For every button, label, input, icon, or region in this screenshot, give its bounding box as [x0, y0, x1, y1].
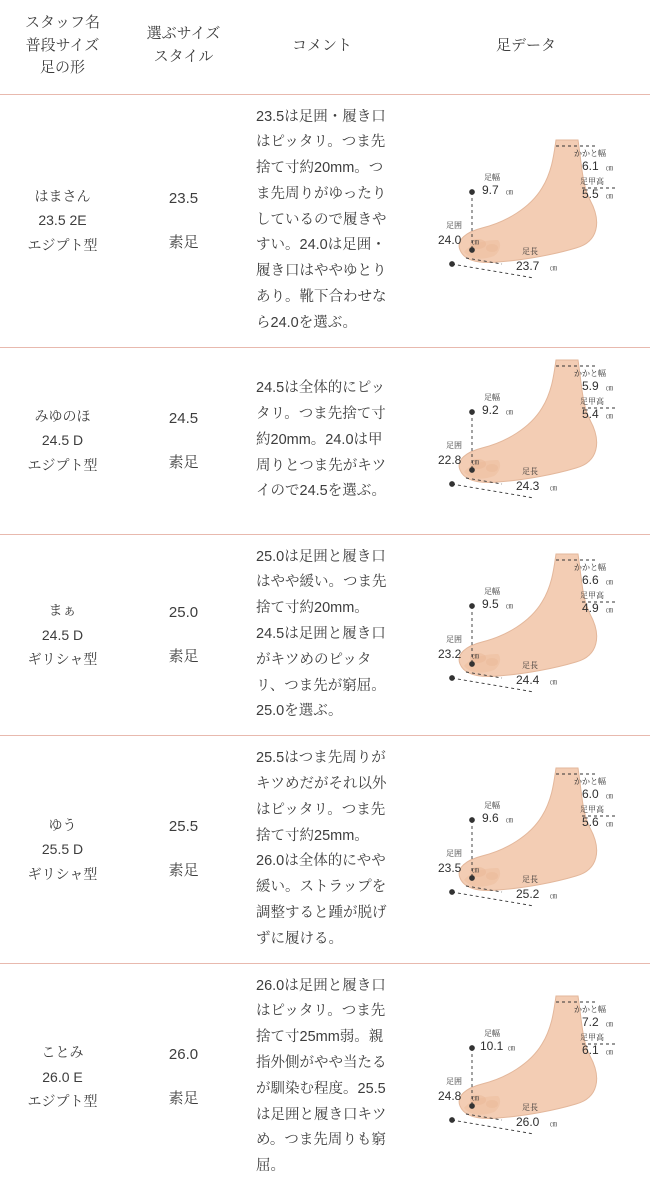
foot-diagram-svg: [406, 760, 646, 938]
staff-cell: [0, 94, 125, 347]
header-size-line-2: スタイル: [153, 47, 214, 65]
wearing-style: 素足: [168, 1089, 199, 1107]
staff-name: みゆのほ: [34, 407, 91, 424]
length-label: 足長: [522, 466, 538, 476]
width-label: 足幅: [484, 586, 500, 596]
foot-illustration: [459, 768, 597, 891]
staff-name: まぁ: [48, 602, 77, 619]
chosen-size: 25.5: [168, 818, 199, 836]
staff-cell: [0, 736, 125, 963]
foot-diagram: [406, 352, 646, 530]
width-value: 9.6: [482, 811, 499, 826]
length-label: 足長: [522, 1102, 538, 1112]
header-comment: [242, 0, 402, 94]
table-row: [0, 534, 650, 736]
instep-label: 足甲高: [580, 805, 604, 815]
header-staff-line-3: 足の形: [39, 59, 85, 76]
comment-cell: 25.0は足囲と履き口はやや緩い。つま先捨て寸約20mm。24.5は足囲と履き口がキツめのピッタリ、つま先が窮屈。25.0を選ぶ。: [242, 534, 402, 736]
heel-unit: ㎝: [606, 1020, 613, 1028]
footdata-cell: [402, 963, 650, 1190]
foot-illustration: [459, 360, 597, 483]
girth-value: 24.8: [438, 1088, 462, 1103]
foot-diagram-svg: [406, 546, 646, 724]
girth-value: 23.5: [438, 861, 462, 876]
heel-label: かかと幅: [574, 777, 606, 787]
staff-name: ゆう: [48, 816, 77, 833]
length-value: 24.3: [516, 478, 540, 493]
length-unit: ㎝: [550, 484, 557, 492]
heel-unit: ㎝: [606, 793, 613, 801]
wearing-style: 素足: [168, 233, 199, 251]
wearing-style: 素足: [168, 647, 199, 665]
table-row: [0, 736, 650, 963]
wearing-style: 素足: [168, 862, 199, 880]
width-value: 9.2: [482, 402, 499, 417]
girth-unit: ㎝: [472, 652, 479, 660]
chosen-size: 25.0: [168, 603, 199, 621]
header-footdata: [402, 0, 650, 94]
heel-unit: ㎝: [606, 578, 613, 586]
size-cell: [125, 736, 242, 963]
instep-label: 足甲高: [580, 396, 604, 406]
instep-unit: ㎝: [606, 821, 613, 829]
staff-name: ことみ: [41, 1044, 84, 1061]
comment-cell: 26.0は足囲と履き口はピッタリ。つま先捨て寸25mm弱。親指外側がやや当たるが馴染む程度。25.5は足囲と履き口キツめ。つま先周りも窮屈。: [256, 977, 387, 1175]
width-label: 足幅: [484, 1028, 500, 1038]
table-row: [0, 347, 650, 534]
footdata-cell: [402, 94, 650, 347]
heel-label: かかと幅: [574, 1004, 606, 1014]
header-staff-line-1: スタッフ名: [24, 14, 100, 31]
foot-diagram: [406, 988, 646, 1166]
width-unit: ㎝: [506, 817, 513, 825]
instep-value: 4.9: [582, 600, 599, 615]
staff-foot-shape: エジプト型: [27, 236, 98, 253]
size-cell: [125, 963, 242, 1190]
width-label: 足幅: [484, 392, 500, 402]
foot-diagram: [406, 132, 646, 310]
footdata-cell: [402, 736, 650, 963]
foot-illustration: [459, 996, 597, 1119]
table-row: [0, 963, 650, 1190]
heel-value: 6.1: [582, 158, 599, 173]
heel-label: かかと幅: [574, 148, 606, 158]
staff-cell: [0, 347, 125, 534]
chosen-size: 24.5: [168, 409, 199, 427]
instep-label: 足甲高: [580, 590, 604, 600]
staff-usual-size: 26.0 E: [42, 1068, 83, 1085]
length-value: 26.0: [516, 1114, 540, 1129]
instep-unit: ㎝: [606, 606, 613, 614]
width-unit: ㎝: [506, 188, 513, 196]
staff-foot-shape: エジプト型: [27, 456, 98, 473]
table-body: [0, 94, 650, 1190]
staff-cell: [0, 534, 125, 736]
staff-usual-size: 23.5 2E: [38, 212, 87, 229]
staff-cell: [0, 963, 125, 1190]
width-value: 9.5: [482, 596, 499, 611]
width-label: 足幅: [484, 801, 500, 811]
heel-unit: ㎝: [606, 384, 613, 392]
heel-value: 6.0: [582, 787, 599, 802]
girth-label: 足囲: [446, 220, 462, 230]
header-size: [125, 0, 242, 94]
length-value: 25.2: [516, 887, 540, 902]
girth-label: 足囲: [446, 1076, 462, 1086]
girth-value: 24.0: [438, 232, 462, 247]
length-value: 23.7: [516, 258, 540, 273]
width-unit: ㎝: [506, 602, 513, 610]
size-cell: [125, 534, 242, 736]
size-cell: [125, 94, 242, 347]
instep-value: 5.6: [582, 815, 599, 830]
heel-value: 6.6: [582, 572, 599, 587]
width-unit: ㎝: [506, 408, 513, 416]
comment-cell: 25.5はつま先周りがキツめだがそれ以外はピッタリ。つま先捨て寸約25mm。26.0は全体的にやや緩い。ストラップを調整すると踵が脱げずに履ける。: [242, 736, 402, 963]
girth-value: 23.2: [438, 646, 462, 661]
staff-usual-size: 25.5 D: [41, 841, 84, 858]
heel-label: かかと幅: [574, 368, 606, 378]
heel-value: 7.2: [582, 1014, 599, 1029]
girth-label: 足囲: [446, 440, 462, 450]
table-header: [0, 0, 650, 94]
staff-foot-shape: エジプト型: [27, 1093, 98, 1110]
girth-label: 足囲: [446, 634, 462, 644]
staff-foot-shape: ギリシャ型: [27, 865, 98, 882]
girth-label: 足囲: [446, 849, 462, 859]
length-label: 足長: [522, 660, 538, 670]
instep-value: 5.4: [582, 406, 599, 421]
length-value: 24.4: [516, 672, 540, 687]
footdata-cell: [402, 534, 650, 736]
chosen-size: 23.5: [168, 189, 199, 207]
foot-diagram: [406, 760, 646, 938]
heel-label: かかと幅: [574, 562, 606, 572]
staff-usual-size: 24.5 D: [41, 432, 84, 449]
instep-unit: ㎝: [606, 1048, 613, 1056]
header-comment-line-1: コメント: [291, 36, 352, 54]
girth-value: 22.8: [438, 452, 462, 467]
girth-unit: ㎝: [472, 1094, 479, 1102]
staff-foot-shape: ギリシャ型: [27, 651, 98, 668]
foot-illustration: [459, 554, 597, 677]
wearing-style: 素足: [168, 453, 199, 471]
header-size-line-1: 選ぶサイズ: [146, 25, 221, 43]
length-unit: ㎝: [550, 893, 557, 901]
foot-diagram-svg: [406, 132, 646, 310]
length-unit: ㎝: [550, 678, 557, 686]
girth-unit: ㎝: [472, 458, 479, 466]
heel-value: 5.9: [582, 378, 599, 393]
comment-cell: 24.5は全体的にピッタリ。つま先捨て寸約20mm。24.0は甲周りとつま先がキツイので24.5を選ぶ。: [242, 347, 402, 534]
length-label: 足長: [522, 246, 538, 256]
width-value: 9.7: [482, 182, 499, 197]
width-label: 足幅: [484, 172, 500, 182]
size-cell: [125, 347, 242, 534]
girth-unit: ㎝: [472, 238, 479, 246]
header-staff-line-2: 普段サイズ: [25, 36, 100, 54]
foot-diagram-svg: [406, 988, 646, 1166]
staff-usual-size: 24.5 D: [41, 626, 84, 643]
chosen-size: 26.0: [168, 1045, 199, 1063]
header-row: [0, 0, 650, 94]
instep-value: 5.5: [582, 186, 599, 201]
width-unit: ㎝: [508, 1044, 515, 1052]
instep-label: 足甲高: [580, 1032, 604, 1042]
foot-illustration: [459, 140, 597, 263]
header-staff: [0, 0, 125, 94]
length-label: 足長: [522, 875, 538, 885]
table-row: [0, 94, 650, 347]
instep-value: 6.1: [582, 1042, 599, 1057]
girth-unit: ㎝: [472, 867, 479, 875]
footdata-cell: [402, 347, 650, 534]
header-footdata-line-1: 足データ: [495, 36, 556, 54]
width-value: 10.1: [480, 1038, 504, 1053]
length-unit: ㎝: [550, 264, 557, 272]
foot-diagram: [406, 546, 646, 724]
instep-unit: ㎝: [606, 192, 613, 200]
foot-diagram-svg: [406, 352, 646, 530]
length-unit: ㎝: [550, 1120, 557, 1128]
comment-cell: 23.5は足囲・履き口はピッタリ。つま先捨て寸約20mm。つま先周りがゆったりしているので履きやすい。24.0は足囲・履き口はややゆとりあり。靴下合わせなら24.0を選ぶ。: [242, 94, 402, 347]
staff-name: はまさん: [34, 187, 91, 204]
instep-label: 足甲高: [580, 176, 604, 186]
heel-unit: ㎝: [606, 164, 613, 172]
instep-unit: ㎝: [606, 412, 613, 420]
